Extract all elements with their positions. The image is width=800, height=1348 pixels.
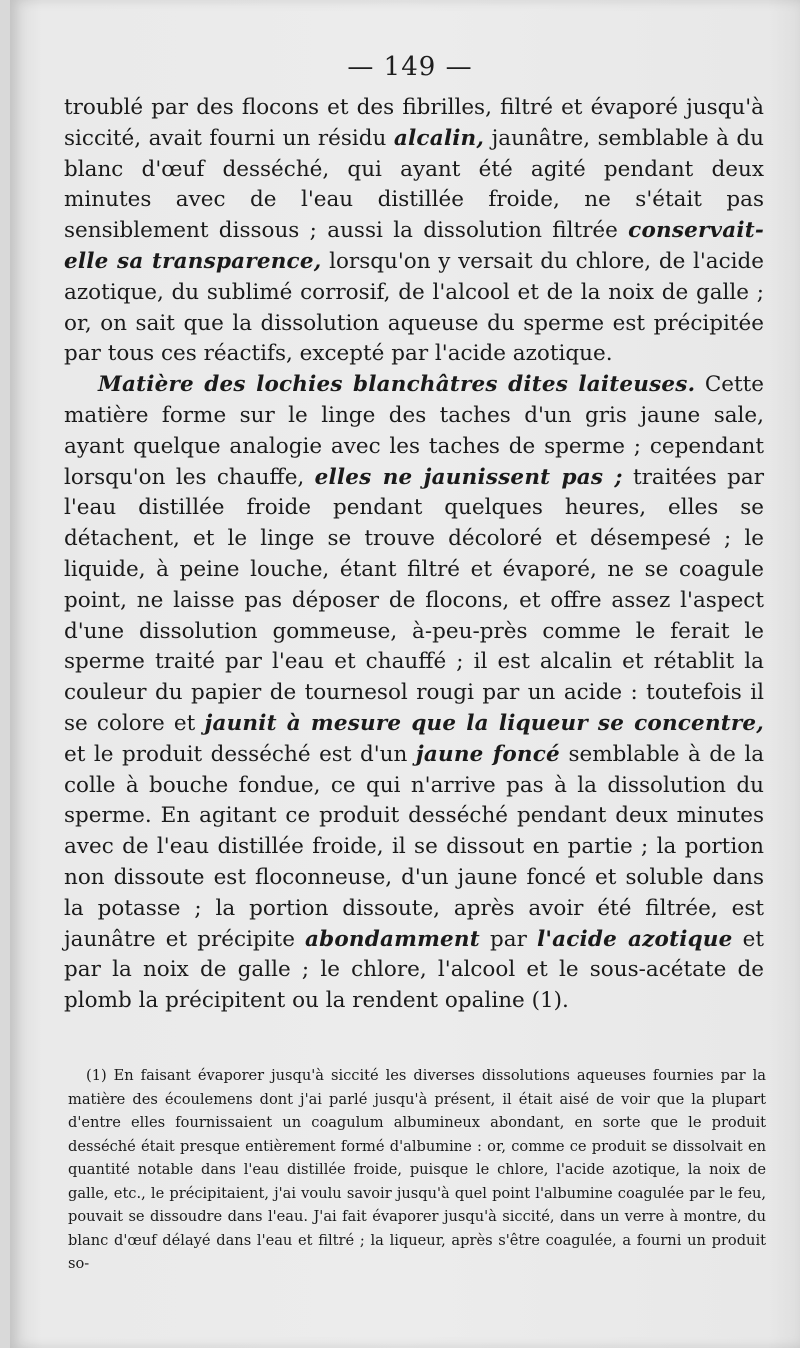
italic-segment: jaune foncé	[415, 741, 560, 767]
text-segment: troublé par des flocons et des fibrilles, filtré et évaporé jusqu'à siccité, avait fourni un résidu	[64, 95, 764, 151]
italic-segment: elles ne jaunissent pas ;	[314, 464, 623, 490]
paragraph-2	[64, 370, 764, 1017]
text-segment: et le produit desséché est d'un	[64, 741, 416, 767]
text-segment: semblable à de la colle à bouche fondue, ce qui n'arrive pas à la dissolution du sperme. En agitant ce produit desséché pendant deux minutes avec de l'eau distillée froide, il se dissout en partie ; la portion non dissoute est floconneuse, d'un jaune foncé et soluble dans la potasse ; la portion dissoute, après avoir été filtrée, est jaunâtre et précipite	[64, 741, 765, 952]
text-segment: et par la noix de galle ; le chlore, l'alcool et le sous-acétate de plomb la précipitent ou la rendent opaline (1).	[64, 926, 764, 1014]
italic-segment: conservait-elle sa transparence,	[64, 218, 764, 274]
italic-segment: Matière des lochies blanchâtres dites laiteuses.	[98, 372, 696, 398]
text-segment: par	[479, 926, 537, 952]
italic-segment: alcalin,	[393, 125, 485, 151]
paragraph-1	[64, 93, 764, 370]
text-segment: jaunâtre, semblable à du blanc d'œuf desséché, qui ayant été agité pendant deux minutes avec de l'eau distillée froide, ne s'était pas sensiblement dissous ; aussi la dissolution filtrée	[64, 125, 765, 244]
italic-segment: abondamment	[305, 926, 480, 952]
text-segment: Cette matière forme sur le linge des taches d'un gris jaune sale, ayant quelque analogie avec les taches de sperme ; cependant lorsqu'on les chauffe,	[64, 372, 764, 490]
main-text	[64, 93, 764, 1017]
footnote-text: (1) En faisant évaporer jusqu'à siccité les diverses dissolutions aqueuses fournies par la matière des écoulemens dont j'ai parlé jusqu'à présent, il était aisé de voir que la plupart d'entre elles fournissaient un coagulum albumineux abondant, en sorte que le produit desséché était presque entièrement formé d'albumine : or, comme ce produit se dissolvait en quantité notable dans l'eau distillée froide, puisque le chlore, l'acide azotique, la noix de galle, etc., le précipitaient, j'ai voulu savoir jusqu'à quel point l'albumine coagulée par le feu, pouvait se dissoudre dans l'eau. J'ai fait évaporer jusqu'à siccité, dans un verre à montre, du blanc d'œuf délayé dans l'eau et filtré ; la liqueur, après s'être coagulée, a fourni un produit so-	[68, 1067, 766, 1272]
text-segment: traitées par l'eau distillée froide pendant quelques heures, elles se détachent, et le linge se trouve décoloré et désempesé ; le liquide, à peine louche, étant filtré et évaporé, ne se coagule point, ne laisse pas déposer de flocons, et offre assez l'aspect d'une dissolution gommeuse, à-peu-près comme le ferait le sperme traité par l'eau et chauffé ; il est alcalin et rétablit la couleur du papier de tournesol rougi par un acide : toutefois il se colore et	[64, 464, 764, 736]
italic-segment: jaunit à mesure que la liqueur se concentre,	[204, 710, 764, 736]
italic-segment: l'acide azotique	[536, 926, 733, 952]
text-segment: lorsqu'on y versait du chlore, de l'acide azotique, du sublimé corrosif, de l'alcool et de la noix de galle ; or, on sait que la dissolution aqueuse du sperme est précipitée par tous ces réactifs, excepté par l'acide azotique.	[64, 248, 765, 367]
footnote	[68, 1064, 766, 1276]
book-page	[10, 0, 800, 1348]
page-number: — 149 —	[347, 52, 473, 82]
